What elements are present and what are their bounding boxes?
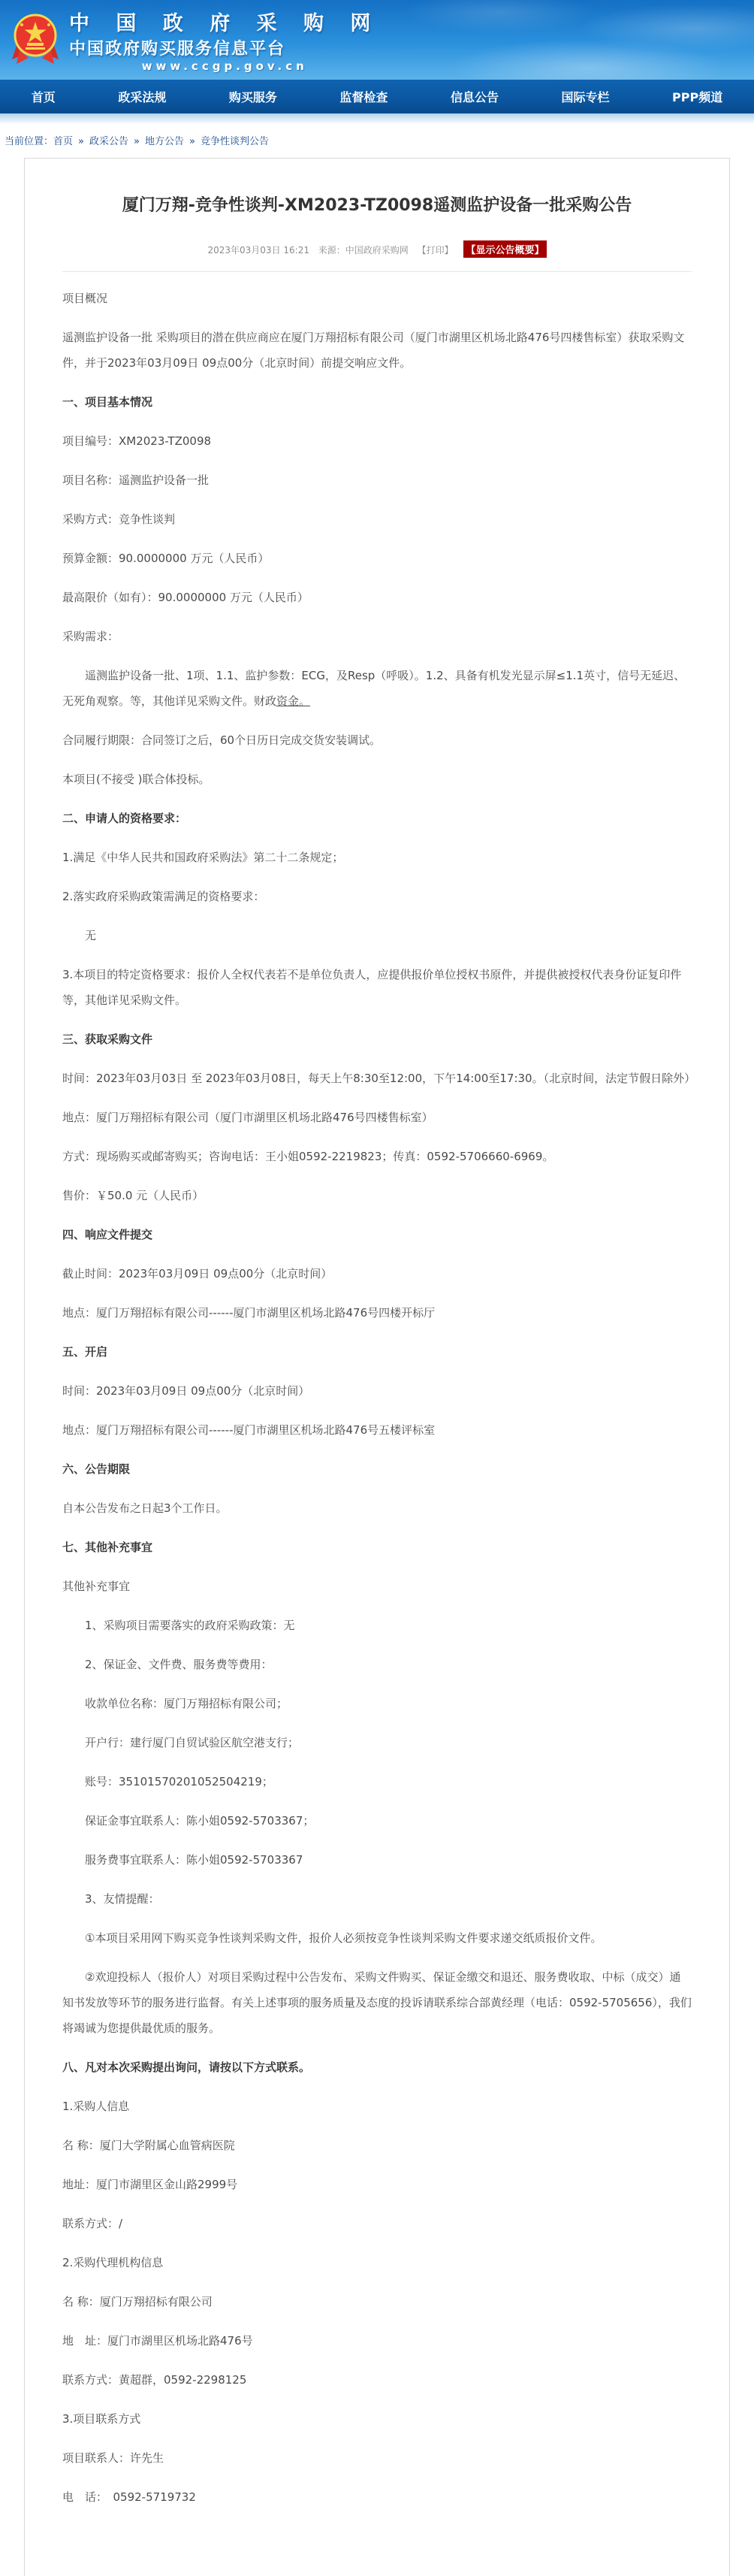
paragraph: 合同履行期限：合同签订之后，60个日历日完成交货安装调试。 [62, 733, 382, 747]
national-emblem-icon [11, 13, 60, 67]
paragraph: 地 址：厦门市湖里区机场北路476号 [62, 2333, 253, 2348]
paragraph: 预算金额：90.0000000 万元（人民币） [62, 551, 270, 565]
print-button[interactable]: 【打印】 [417, 244, 454, 255]
paragraph: 1、采购项目需要落实的政府采购政策：无 [85, 1618, 295, 1632]
paragraph: 项目名称：遥测监护设备一批 [62, 473, 210, 487]
breadcrumb-link-home[interactable]: 首页 [53, 136, 74, 147]
section-heading: 五、开启 [62, 1344, 108, 1359]
site-logo[interactable] [0, 0, 754, 73]
article-meta [62, 240, 692, 258]
site-name: 中 国 政 府 采 购 网 [69, 12, 381, 35]
nav-item-ppp-channel[interactable]: PPP频道 [672, 90, 723, 104]
paragraph: 无 [85, 928, 97, 942]
paragraph: 账号：35101570201052504219； [85, 1774, 273, 1788]
breadcrumb-link-competitive-negotiation[interactable]: 竞争性谈判公告 [200, 136, 269, 147]
breadcrumb-separator: » [189, 136, 195, 147]
paragraph: 方式：现场购买或邮寄购买；咨询电话：王小姐0592-2219823；传真：0592-5706660-6969。 [62, 1149, 554, 1163]
paragraph: 截止时间：2023年03月09日 09点00分（北京时间） [62, 1266, 333, 1280]
paragraph: 3、友情提醒： [85, 1891, 160, 1906]
breadcrumb-separator: » [134, 136, 140, 147]
paragraph: 3.项目联系方式 [62, 2411, 141, 2426]
section-heading: 一、项目基本情况 [62, 395, 153, 409]
section-heading: 二、申请人的资格要求： [62, 811, 187, 825]
paragraph: 名 称：厦门万翔招标有限公司 [62, 2294, 213, 2308]
section-heading: 三、获取采购文件 [62, 1032, 153, 1046]
section-heading: 六、公告期限 [62, 1462, 131, 1476]
paragraph: 自本公告发布之日起3个工作日。 [62, 1501, 228, 1515]
paragraph: 收款单位名称：厦门万翔招标有限公司； [85, 1696, 288, 1710]
page-title: 厦门万翔-竞争性谈判-XM2023-TZ0098遥测监护设备一批采购公告 [122, 196, 632, 215]
article-body [62, 286, 696, 2510]
nav-item-purchase-services[interactable]: 购买服务 [228, 90, 277, 104]
paragraph: 联系方式：黄超群，0592-2298125 [62, 2372, 247, 2387]
nav-item-supervision[interactable]: 监督检查 [339, 90, 388, 104]
paragraph: 地点：厦门万翔招标有限公司------厦门市湖里区机场北路476号五楼评标室 [62, 1423, 436, 1437]
nav-item-announcements[interactable]: 信息公告 [450, 90, 499, 104]
paragraph: 采购方式：竞争性谈判 [62, 512, 176, 526]
site-title-block [69, 7, 380, 73]
section-heading: 七、其他补充事宜 [62, 1540, 153, 1554]
breadcrumb-link-local-announcements[interactable]: 地方公告 [144, 136, 184, 147]
paragraph: ②欢迎投标人（报价人）对项目采购过程中公告发布、采购文件购买、保证金缴交和退还、服务费收取、中标（成交）通知书发放等环节的服务进行监督。有关上述事项的服务质量及态度的投诉请联系综合部黄经理（电话：0592-5705656），我们将竭诚为您提供最优质的服务。 [62, 1970, 692, 2035]
publish-datetime: 2023年03月03日 16:21 [207, 244, 309, 255]
paragraph: 售价：￥50.0 元（人民币） [62, 1188, 204, 1202]
source-label: 来源：中国政府采购网 [318, 244, 409, 255]
breadcrumb [0, 124, 754, 155]
breadcrumb-prefix: 当前位置： [5, 136, 54, 147]
paragraph: 开户行：建行厦门自贸试验区航空港支行； [85, 1735, 300, 1749]
announcement-container [24, 158, 730, 2576]
paragraph: 项目联系人：许先生 [62, 2451, 164, 2465]
paragraph: 2.落实政府采购政策需满足的资格要求： [62, 889, 265, 903]
nav-shadow [0, 113, 754, 124]
site-subtitle: 中国政府购买服务信息平台 [69, 40, 286, 59]
site-header [0, 0, 754, 80]
underlined-text: 资金。 [276, 694, 311, 708]
paragraph: 2.采购代理机构信息 [62, 2255, 164, 2269]
paragraph: 保证金事宜联系人：陈小姐0592-5703367； [85, 1813, 315, 1828]
show-summary-button[interactable]: 【显示公告概要】 [463, 240, 546, 258]
paragraph: 遥测监护设备一批、1项、1.1、监护参数：ECG，及Resp（呼吸）。1.2、具备有机发光显示屏≤1.1英寸，信号无延迟、无死角观察。等，其他详见采购文件。财政资金。 [62, 668, 686, 708]
paragraph: 地点：厦门万翔招标有限公司（厦门市湖里区机场北路476号四楼售标室） [62, 1110, 433, 1124]
paragraph: 项目编号：XM2023-TZ0098 [62, 434, 212, 448]
paragraph: 其他补充事宜 [62, 1579, 131, 1593]
nav-item-policies[interactable]: 政采法规 [118, 90, 167, 104]
paragraph: 地点：厦门万翔招标有限公司------厦门市湖里区机场北路476号四楼开标厅 [62, 1305, 436, 1320]
section-heading: 四、响应文件提交 [62, 1227, 153, 1241]
main-nav [0, 80, 754, 113]
paragraph: 电 话： 0592-5719732 [62, 2490, 196, 2504]
paragraph: 最高限价（如有）：90.0000000 万元（人民币） [62, 590, 309, 604]
breadcrumb-link-procurement-announcements[interactable]: 政采公告 [89, 136, 129, 147]
nav-item-home[interactable]: 首页 [31, 90, 56, 104]
paragraph: 服务费事宜联系人：陈小姐0592-5703367 [85, 1852, 303, 1867]
nav-item-international[interactable]: 国际专栏 [561, 90, 610, 104]
breadcrumb-separator: » [78, 136, 84, 147]
paragraph: 名 称：厦门大学附属心血管病医院 [62, 2138, 235, 2152]
paragraph: 采购需求： [62, 629, 119, 643]
title-divider [62, 271, 692, 272]
paragraph: 项目概况 [62, 291, 108, 305]
paragraph: 2、保证金、文件费、服务费等费用： [85, 1657, 273, 1671]
section-heading: 八、凡对本次采购提出询问，请按以下方式联系。 [62, 2060, 311, 2074]
paragraph: 地址：厦门市湖里区金山路2999号 [62, 2177, 238, 2191]
paragraph: ①本项目采用网下购买竞争性谈判采购文件，报价人必须按竞争性谈判采购文件要求递交纸质报价文件。 [85, 1930, 602, 1945]
paragraph: 遥测监护设备一批 采购项目的潜在供应商应在厦门万翔招标有限公司（厦门市湖里区机场北路476号四楼售标室）获取采购文件，并于2023年03月09日 09点00分（北京时间）前提交响应文件。 [62, 330, 685, 370]
paragraph: 3.本项目的特定资格要求：报价人全权代表若不是单位负责人，应提供报价单位授权书原件，并提供被授权代表身份证复印件等，其他详见采购文件。 [62, 967, 682, 1007]
paragraph: 1.满足《中华人民共和国政府采购法》第二十二条规定； [62, 850, 344, 864]
paragraph: 联系方式：/ [62, 2216, 123, 2230]
paragraph: 时间：2023年03月09日 09点00分（北京时间） [62, 1383, 310, 1398]
paragraph: 时间：2023年03月03日 至 2023年03月08日，每天上午8:30至12:00，下午14:00至17:30。（北京时间，法定节假日除外） [62, 1071, 696, 1085]
paragraph: 1.采购人信息 [62, 2099, 130, 2113]
paragraph: 本项目(不接受 )联合体投标。 [62, 772, 210, 786]
site-url: www.ccgp.gov.cn [141, 59, 308, 73]
